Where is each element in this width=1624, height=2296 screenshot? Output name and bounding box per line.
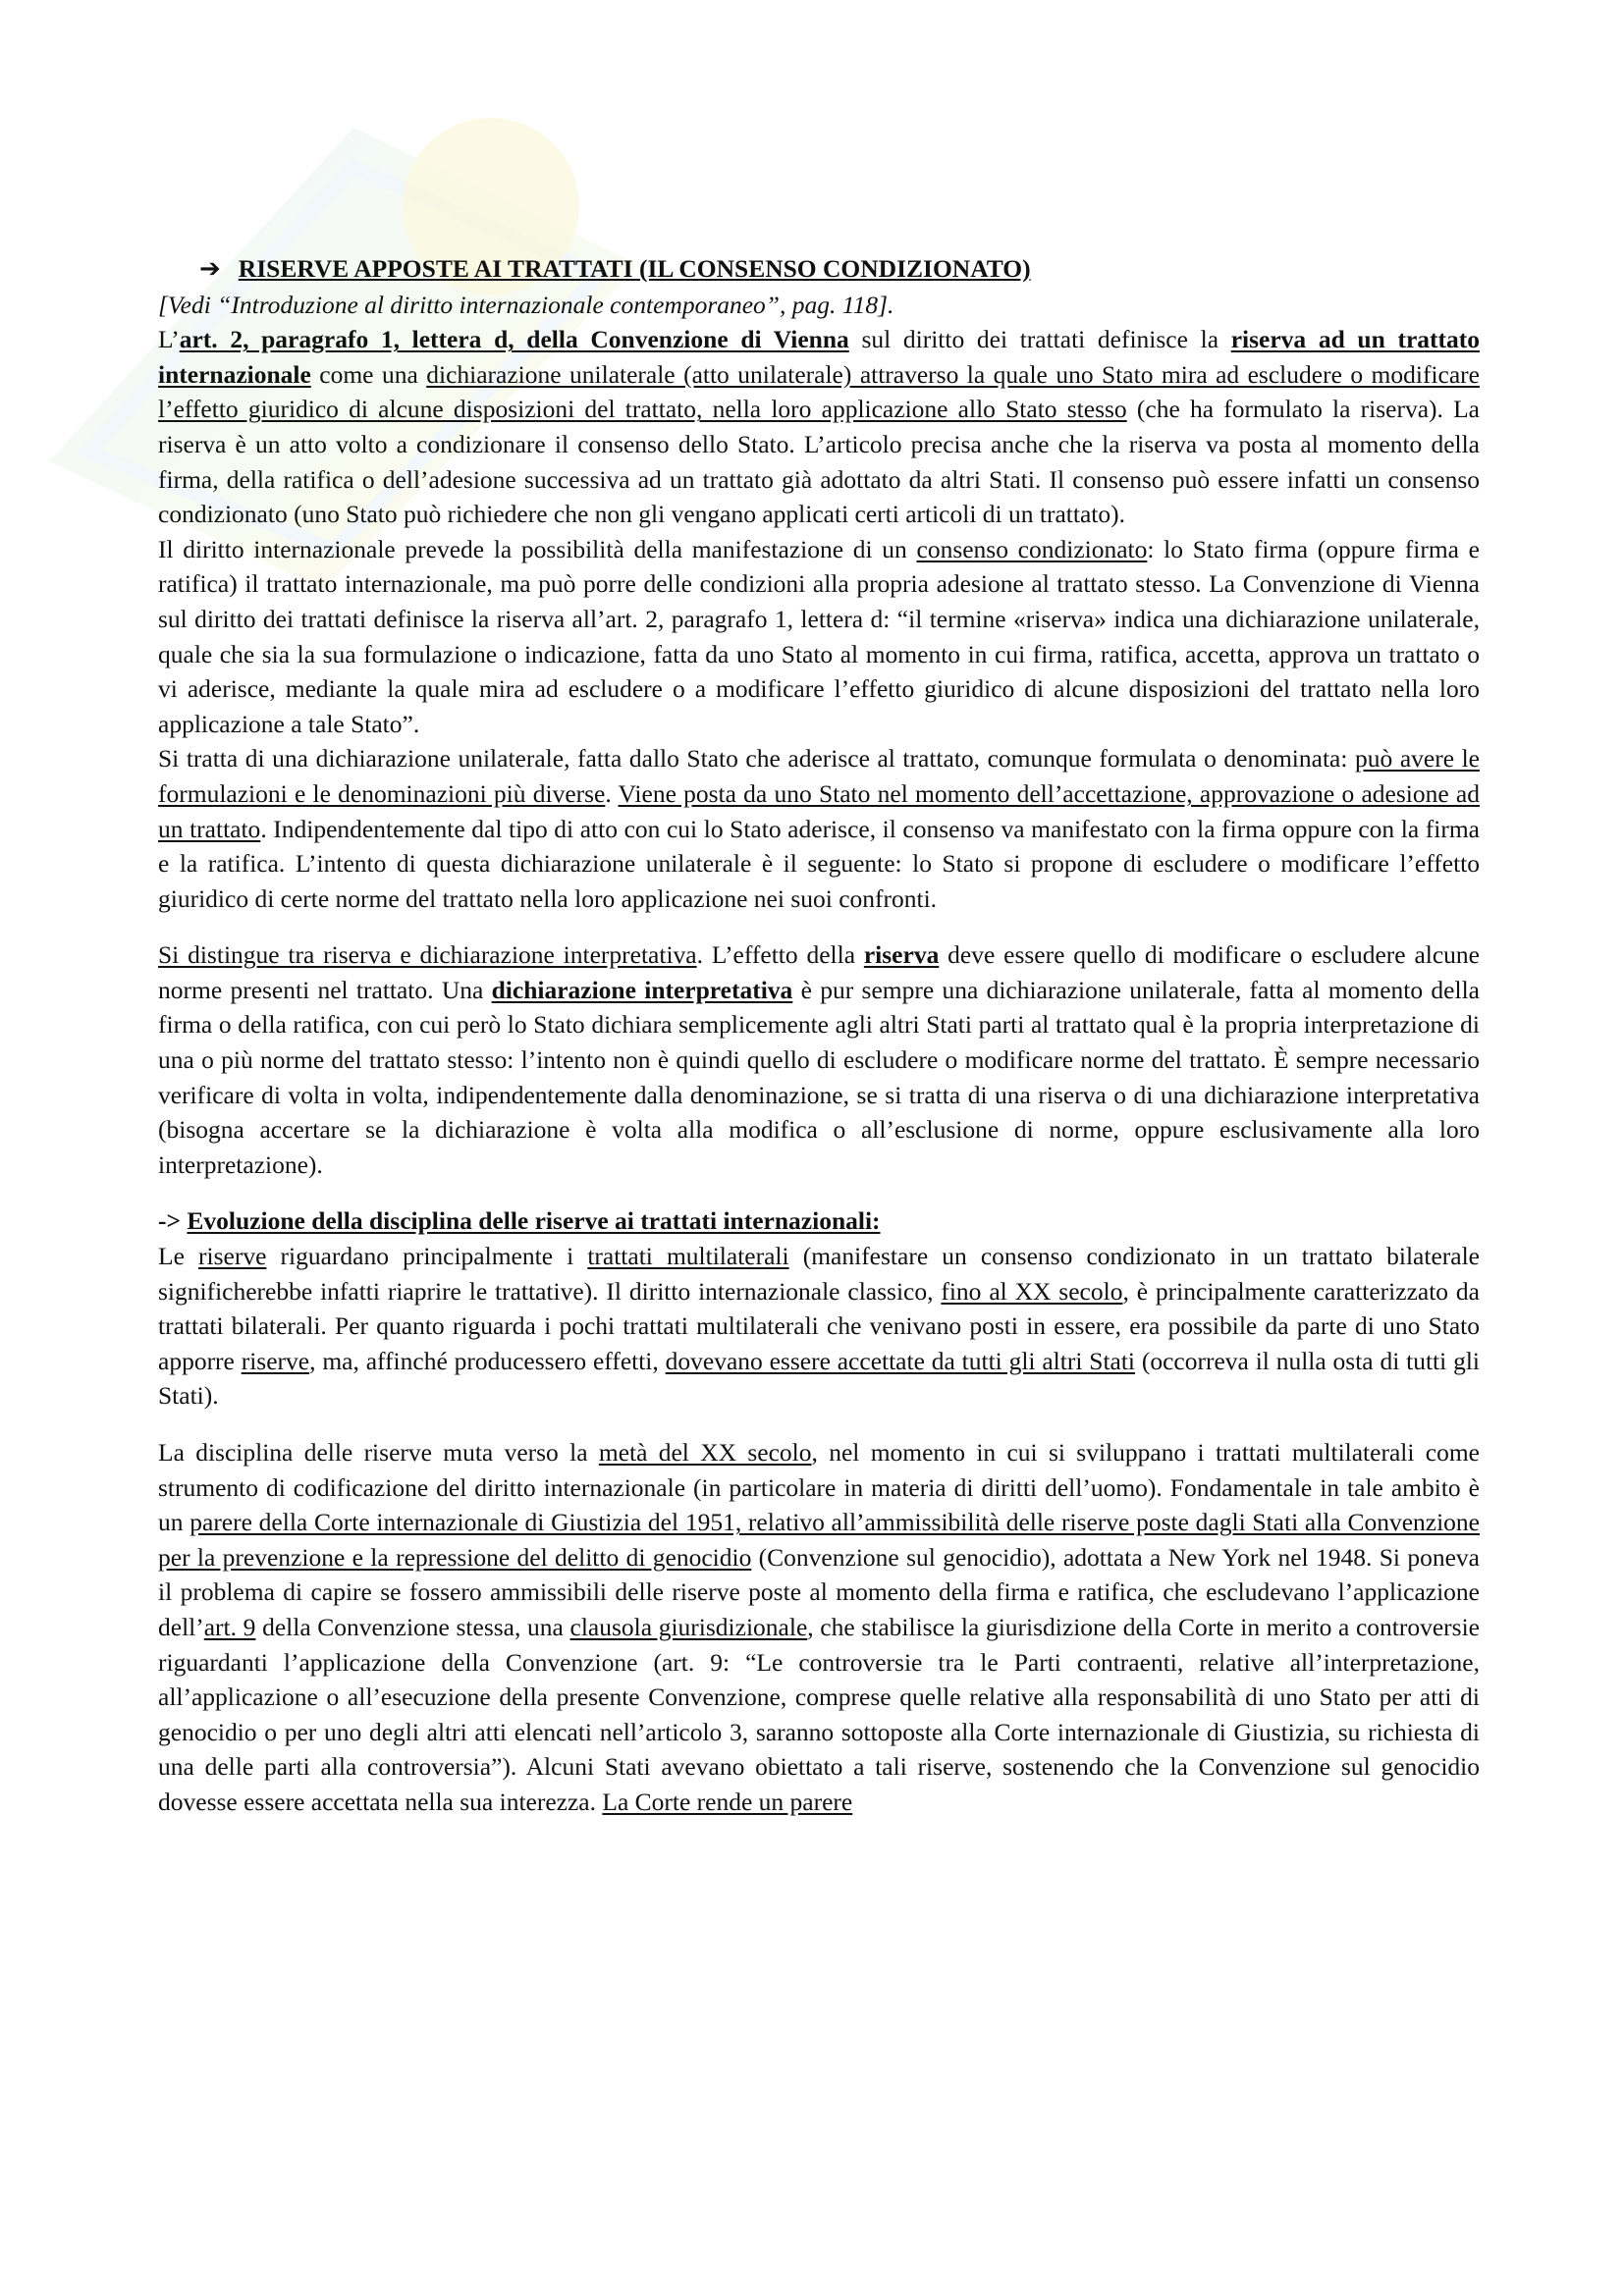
paragraph-interpretative-declaration: Si distingue tra riserva e dichiarazione interpretativa. L’effetto della riserva deve essere quello di modificare o escludere alcune norme presenti nel trattato. Una dichiarazione interpretativa è pur sempre una dichiarazione unilaterale, fatta al momento della firma o della ratifica, con cui però lo Stato dichiara semplicemente agli altri Stati parti al trattato qual è la propria interpretazione di una o più norme del trattato stesso: l’intento non è quindi quello di escludere o modificare norme del trattato. È sempre necessario verificare di volta in volta, indipendentemente dalla denominazione, se si tratta di una riserva o di una dichiarazione interpretativa (bisogna accertare se la dichiarazione è volta alla modifica o all’esclusione di norme, oppure esclusivamente alla loro interpretazione).: [158, 940, 1480, 1179]
paragraph-genocide-convention: La disciplina delle riserve muta verso la metà del XX secolo, nel momento in cui si sviluppano i trattati multilaterali come strumento di codificazione del diritto internazionale (in particolare in materia di diritti dell’uomo). Fondamentale in tale ambito è un parere della Corte internazionale di Giustizia del 1951, relativo all’ammissibilità delle riserve poste dagli Stati alla Convenzione per la prevenzione e la repressione del delitto di genocidio (Convenzione sul genocidio), adottata a New York nel 1948. Si poneva il problema di capire se fossero ammissibili delle riserve poste al momento della firma e ratifica, che escludevano l’applicazione dell’art. 9 della Convenzione stessa, una clausola giurisdizionale, che stabilisce la giurisdizione della Corte in merito a controversie riguardanti l’applicazione della Convenzione (art. 9: “Le controversie tra le Parti contraenti, relative all’interpretazione, all’applicazione o all’esecuzione della presente Convenzione, comprese quelle relative alla responsabilità di uno Stato per atti di genocidio o per uno degli altri atti elencati nell’articolo 3, saranno sottoposte alla Corte internazionale di Giustizia, su richiesta di una delle parti alla controversia”). Alcuni Stati avevano obiettato a tali riserve, sostenendo che la Convenzione sul genocidio dovesse essere accettata nella sua interezza. La Corte rende un parere: [158, 1438, 1481, 1816]
subheading-evolution: -> Evoluzione della disciplina delle riserve ai trattati internazionali:: [158, 1206, 881, 1236]
paragraph-definition: L’art. 2, paragrafo 1, lettera d, della Convenzione di Vienna sul diritto dei trattati definisce la riserva ad un trattato internazionale come una dichiarazione unilaterale (atto unilaterale) attraverso la quale uno Stato mira ad escludere o modificare l’effetto giuridico di alcune disposizioni del trattato, nella loro applicazione allo Stato stesso (che ha formulato la riserva). La riserva è un atto volto a condizionare il consenso dello Stato. L’articolo precisa anche che la riserva va posta al momento della firma, della ratifica o dell’adesione successiva ad un trattato già adottato da altri Stati. Il consenso può essere infatti un consenso condizionato (uno Stato può richiedere che non gli vengano applicati certi articoli di un trattato).: [158, 325, 1480, 529]
paragraph-conditional-consent: Il diritto internazionale prevede la possibilità della manifestazione di un consenso condizionato: lo Stato firma (oppure firma e ratifica) il trattato internazionale, ma può porre delle condizioni alla propria adesione al trattato stesso. La Convenzione di Vienna sul diritto dei trattati definisce la riserva all’art. 2, paragrafo 1, lettera d: “il termine «riserva» indica una dichiarazione unilaterale, quale che sia la sua formulazione o indicazione, fatta da uno Stato al momento in cui firma, ratifica, accetta, approva un trattato o vi aderisce, mediante la quale mira ad escludere o a modificare l’effetto giuridico di alcune disposizioni del trattato nella loro applicazione a tale Stato”.: [158, 534, 1480, 738]
section-title: RISERVE APPOSTE AI TRATTATI (IL CONSENSO CONDIZIONATO): [238, 254, 1031, 283]
document-page: [158, 251, 1480, 1820]
reference-note: [Vedi “Introduzione al diritto internazionale contemporaneo”, pag. 118].: [158, 290, 894, 319]
paragraph-unilateral-declaration: Si tratta di una dichiarazione unilaterale, fatta dallo Stato che aderisce al trattato, comunque formulata o denominata: può avere le formulazioni e le denominazioni più diverse. Viene posta da uno Stato nel momento dell’accettazione, approvazione o adesione ad un trattato. Indipendentemente dal tipo di atto con cui lo Stato aderisce, il consenso va manifestato con la firma oppure con la firma e la ratifica. L’intento di questa dichiarazione unilaterale è il seguente: lo Stato si propone di escludere o modificare l’effetto giuridico di certe norme del trattato nella loro applicazione nei suoi confronti.: [158, 744, 1480, 913]
arrow-icon: ➔: [199, 254, 221, 284]
paragraph-multilateral-treaties: Le riserve riguardano principalmente i trattati multilaterali (manifestare un consenso condizionato in un trattato bilaterale significherebbe infatti riaprire le trattative). Il diritto internazionale classico, fino al XX secolo, è principalmente caratterizzato da trattati bilaterali. Per quanto riguarda i pochi trattati multilaterali che venivano posti in essere, era possibile da parte di uno Stato apporre riserve, ma, affinché producessero effetti, dovevano essere accettate da tutti gli altri Stati (occorreva il nulla osta di tutti gli Stati).: [158, 1242, 1480, 1411]
section-heading: [199, 251, 1480, 288]
